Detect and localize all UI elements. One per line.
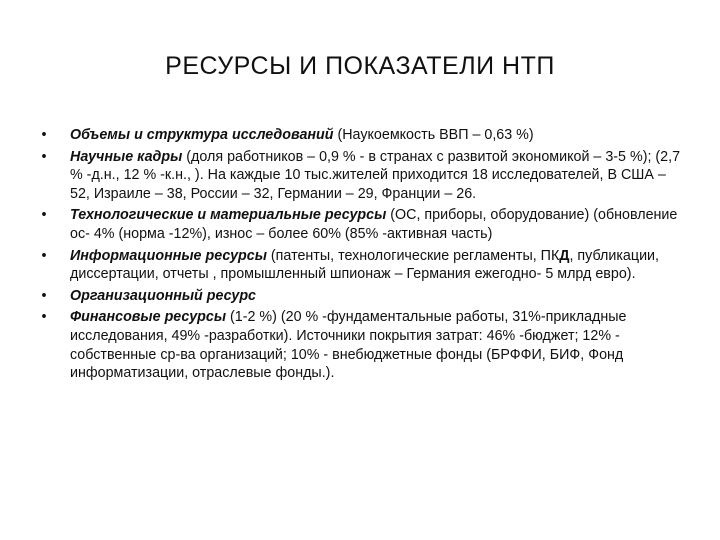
bullet-icon: •	[41, 127, 47, 143]
item-text: (доля работников – 0,9 % - в странах с развитой экономикой – 3-5 %); (2,7 % -д.н., 12 % -к.н., ). На каждые 10 тыс.жителей приходится 18 исследователей, В США – 52, Израиле – 38, России – 32, Германии – 29, Франции – 26.	[70, 148, 681, 202]
item-lead: Научные кадры	[70, 148, 183, 165]
list-item	[38, 126, 688, 145]
item-lead: Информационные ресурсы	[70, 247, 267, 264]
bullet-icon: •	[41, 148, 47, 165]
list-item	[38, 148, 688, 204]
list-item	[38, 287, 688, 306]
item-text: (Наукоемкость ВВП – 0,63 %)	[333, 127, 534, 143]
bullet-list	[38, 126, 688, 386]
item-text: , публикации, диссертации, отчеты , промышленный шпионаж – Германия ежегодно- 5 млрд евро).	[70, 247, 660, 283]
item-lead: Технологические и материальные ресурсы	[70, 207, 387, 224]
slide-title: РЕСУРСЫ И ПОКАЗАТЕЛИ НТП	[165, 52, 555, 80]
list-item	[38, 308, 688, 382]
item-text: (патенты, технологические регламенты, ПК	[266, 247, 560, 264]
item-lead: Объемы и структура исследований	[70, 127, 334, 143]
bullet-icon: •	[41, 247, 47, 264]
item-lead: Финансовые ресурсы	[70, 309, 227, 326]
item-text: (1-2 %) (20 % -фундаментальные работы, 31%-прикладные исследования, 49% -разработки). Источники покрытия затрат: 46% -бюджет; 12% - собственные ср-ва организаций; 10% - внебюджетные фонды (БРФФИ, БИФ, Фонд информатизации, отраслевые фонды.).	[70, 309, 627, 382]
bullet-icon: •	[41, 309, 47, 326]
item-lead: Организационный ресурс	[70, 287, 257, 304]
list-item	[38, 247, 688, 284]
item-text-bold: Д	[559, 247, 570, 264]
list-item	[38, 206, 688, 243]
bullet-icon: •	[41, 287, 47, 304]
item-text: (ОС, приборы, оборудование) (обновление ос- 4% (норма -12%), износ – более 60% (85% -активная часть)	[70, 207, 678, 242]
bullet-icon: •	[41, 207, 47, 224]
